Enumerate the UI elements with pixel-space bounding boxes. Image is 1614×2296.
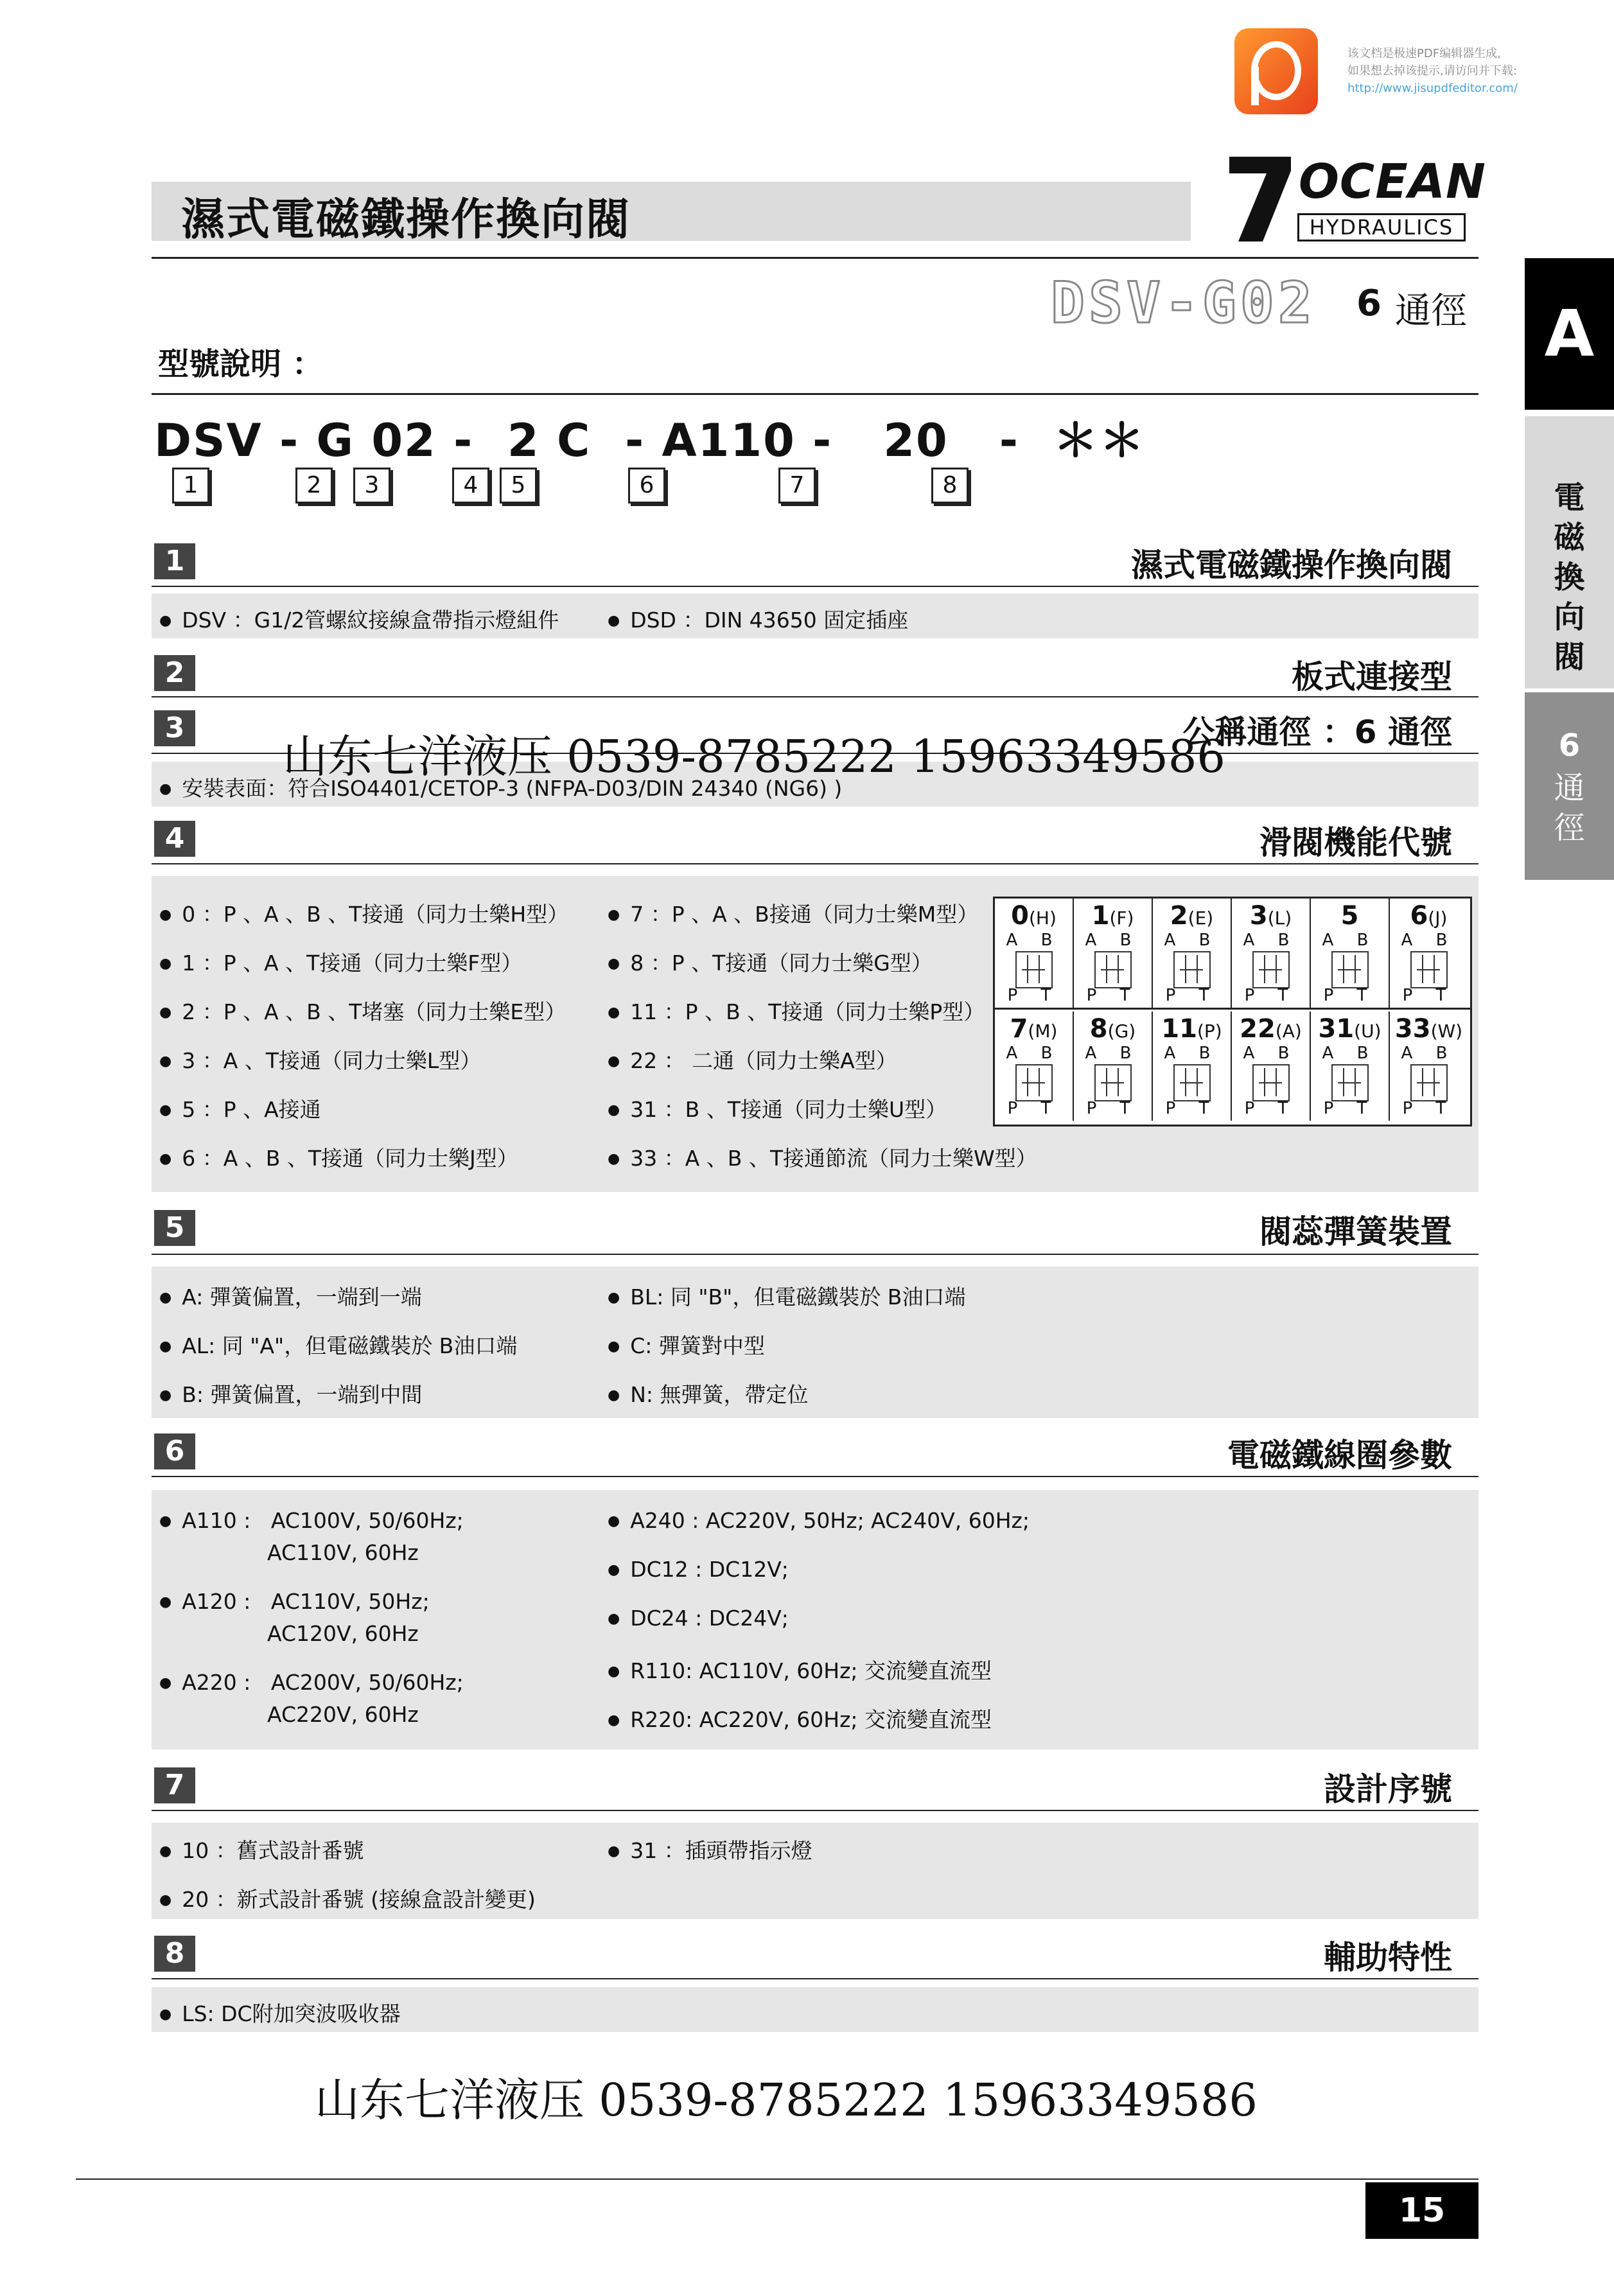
spool-code-letter: (J) [1428,907,1448,929]
list-item: ● 安裝表面：符合ISO4401/CETOP-3 (NFPA-D03/DIN 24340 (NG6) ) [159,772,842,802]
section-8-panel [152,1987,1478,2032]
coil-code: A110 : [182,1508,251,1533]
list-item: ● 31 ：插頭帶指示燈 [608,1834,812,1864]
code-box: 2 [295,468,333,504]
section-7-panel [152,1823,1478,1919]
spool-cell [1311,898,1390,1008]
list-item: ● N: 無彈簧，帶定位 [608,1378,809,1408]
spool-cell [1074,898,1153,1008]
spool-code [1153,901,1231,931]
code-box: 4 [452,468,489,504]
list-item: ● R110: AC110V, 60Hz; 交流變直流型 [608,1654,992,1685]
model-desc-label: 型號說明 ： [158,346,323,382]
list-item: ● 20 ：新式設計番號 (接線盒設計變更) [159,1883,536,1913]
code-box: 8 [931,468,969,504]
list-item: ● DC12 : DC12V; [608,1557,789,1582]
spool-code [995,901,1073,931]
port-pt-label: P T [1323,1099,1376,1118]
footer-divider [76,2178,1478,2180]
side-tab-category [1525,416,1614,688]
list-item: ● A240 : AC220V, 50Hz; AC240V, 60Hz; [608,1508,1030,1533]
model-size: 6 [1356,283,1382,324]
section-5-panel [152,1266,1478,1418]
list-item: ● R220: AC220V, 60Hz; 交流變直流型 [608,1703,992,1733]
spool-symbol-icon [1252,951,1290,988]
list-item: ● 8 ：P 、T接通（同力士樂G型） [608,947,933,977]
port-ab-label: A B [1006,931,1062,950]
spool-code-letter: (H) [1028,907,1057,929]
spool-code-number: 3 [1249,901,1268,931]
spool-symbol-icon [1331,951,1369,988]
size-char: 徑 [1554,810,1585,846]
section-divider [152,1810,1478,1811]
spool-code-letter: (W) [1430,1021,1463,1042]
code-box: 5 [500,468,537,504]
spool-code-number: 0 [1011,901,1029,931]
port-pt-label: P T [1007,1099,1060,1118]
model-divider [152,393,1478,395]
size-char: 通 [1554,770,1585,806]
coil-spec: AC220V, 60Hz [267,1702,419,1727]
coil-spec: AC110V, 60Hz [267,1540,419,1565]
list-item: ● 11 ：P 、B 、T接通（同力士樂P型） [608,995,985,1026]
spool-symbol-icon [1410,951,1448,988]
category-char: 閥 [1554,639,1585,675]
section-title: 滑閥機能代號 [1259,824,1452,861]
list-item: ● B: 彈簧偏置，一端到中間 [159,1378,422,1408]
port-ab-label: A B [1164,931,1220,950]
port-pt-label: P T [1007,986,1060,1005]
spool-cell [1390,1012,1468,1121]
spool-code [1390,1014,1468,1044]
pdf-watermark-text [1347,45,1518,97]
spool-code [1311,1014,1389,1044]
spool-cell [1153,1012,1232,1121]
model-size-unit: 通徑 [1395,290,1467,332]
spool-symbol-icon [1331,1064,1369,1101]
section-divider [152,1254,1478,1255]
port-pt-label: P T [1402,986,1455,1005]
list-item: ● DSV ：G1/2管螺紋接線盒帶指示燈組件 [159,604,559,634]
section-divider [152,1476,1478,1477]
section-divider [152,586,1478,587]
spool-code-letter: (L) [1267,907,1292,929]
section-number: 5 [154,1210,195,1246]
spool-code-number: 1 [1091,901,1110,931]
category-char: 換 [1554,559,1585,595]
spool-cell [995,898,1074,1008]
coil-spec: AC100V, 50/60Hz; [270,1508,464,1533]
spool-cell [1311,1012,1390,1121]
spool-symbol-icon [1173,951,1211,988]
list-item: ● C: 彈簧對中型 [608,1329,765,1360]
spool-symbol-icon [1173,1064,1211,1101]
watermark-line2: 如果想去掉该提示,请访问并下载: [1347,64,1517,78]
list-item: ● 31 ：B 、T接通（同力士樂U型） [608,1093,947,1123]
spool-code-letter: (U) [1354,1021,1382,1042]
coil-item [159,1508,464,1533]
port-ab-label: A B [1401,931,1457,950]
spool-code [1232,1014,1310,1044]
spool-code-letter: (P) [1197,1021,1222,1042]
section-6-panel [152,1490,1478,1749]
coil-spec: AC110V, 50Hz; [270,1589,430,1614]
list-item: ● 7 ：P 、A 、B接通（同力士樂M型） [608,898,978,928]
side-tab-size [1525,692,1614,880]
list-item: ● DSD ：DIN 43650 固定插座 [608,604,908,634]
section-number: 3 [154,710,195,746]
spool-code [1074,901,1152,931]
spool-code-letter: (G) [1107,1021,1136,1042]
section-title: 公稱通徑 ：6 通徑 [1182,714,1452,751]
port-pt-label: P T [1086,986,1139,1005]
spool-cell [1074,1012,1153,1121]
size-char: 6 [1558,728,1581,764]
watermark-line1: 该文档是极速PDF编辑器生成, [1347,47,1501,60]
port-pt-label: P T [1402,1099,1455,1118]
port-ab-label: A B [1085,931,1141,950]
section-divider [152,863,1478,864]
spool-cell [1153,898,1232,1008]
ocean-logo [1227,154,1486,244]
section-divider [152,696,1478,697]
spool-code-letter: (A) [1275,1021,1302,1042]
code-box: 7 [778,468,816,504]
spool-code-number: 11 [1161,1014,1197,1044]
spool-code [1390,901,1468,931]
list-item: ● A: 彈簧偏置，一端到一端 [159,1281,422,1311]
spool-symbol-icon [1252,1064,1290,1101]
model-title: DSV-G02 [1051,270,1316,336]
spool-code-letter: (F) [1109,907,1134,929]
brand-main: OCEAN [1299,154,1486,209]
spool-code-letter: (M) [1028,1021,1058,1042]
section-title: 板式連接型 [1292,658,1452,696]
section-number: 8 [154,1936,195,1972]
list-item: ● 0 ：P 、A 、B 、T接通（同力士樂H型） [159,898,568,928]
section-number: 6 [154,1433,195,1469]
list-item: ● 33 ：A 、B 、T接通節流（同力士樂W型） [608,1142,1037,1172]
code-box: 1 [172,468,209,504]
coil-spec: AC200V, 50/60Hz; [270,1670,464,1695]
coil-item [159,1670,464,1695]
section-title: 設計序號 [1324,1771,1452,1808]
port-ab-label: A B [1322,1044,1378,1063]
pdf-editor-logo [1234,28,1318,114]
port-pt-label: P T [1244,986,1297,1005]
list-item: ● AL: 同 "A"，但電磁鐵裝於 B油口端 [159,1329,517,1360]
port-ab-label: A B [1243,1044,1299,1063]
code-box: 3 [353,468,390,504]
port-ab-label: A B [1401,1044,1457,1063]
list-item: ● 2 ：P 、A 、B 、T堵塞（同力士樂E型） [159,995,566,1026]
port-pt-label: P T [1086,1099,1139,1118]
port-ab-label: A B [1006,1044,1062,1063]
page-number: 15 [1365,2182,1478,2239]
list-item: ● DC24 : DC24V; [608,1606,789,1631]
category-char: 電 [1554,480,1585,516]
list-item: ● 22 ： 二通（同力士樂A型） [608,1044,897,1074]
port-ab-label: A B [1322,931,1378,950]
spool-symbol-icon [1015,1064,1053,1101]
list-item: ● 6 ：A 、B 、T接通（同力士樂J型） [159,1142,518,1172]
section-title: 電磁鐵線圈參數 [1227,1437,1452,1474]
spool-code [1311,901,1389,931]
spool-code-number: 33 [1394,1014,1431,1044]
model-code: DSV - G 02 - 2 C - A110 - 20 - ＊＊ [154,414,1146,467]
section-number: 2 [154,655,195,691]
spool-code [1153,1014,1231,1044]
section-number: 1 [154,543,195,579]
port-pt-label: P T [1165,986,1218,1005]
spool-cell [1232,1012,1311,1121]
section-number: 4 [154,821,195,857]
spool-code-number: 6 [1410,901,1428,931]
header-divider [152,257,1478,259]
list-item: ● 1 ：P 、A 、T接通（同力士樂F型） [159,947,522,977]
spool-code-number: 31 [1318,1014,1355,1044]
spool-code-number: 5 [1340,901,1359,931]
spool-cell [1232,898,1311,1008]
port-ab-label: A B [1164,1044,1220,1063]
list-item: ● BL: 同 "B"，但電磁鐵裝於 B油口端 [608,1281,965,1311]
side-tab-letter: A [1525,258,1614,410]
page-title: 濕式電磁鐵操作換向閥 [181,195,631,245]
section-1-panel [152,593,1478,638]
spool-code [995,1014,1073,1044]
list-item: ● 10 ：舊式設計番號 [159,1834,364,1864]
coil-spec: AC120V, 60Hz [267,1621,419,1646]
port-ab-label: A B [1243,931,1299,950]
spool-code-number: 2 [1170,901,1188,931]
port-ab-label: A B [1085,1044,1141,1063]
list-item: ● 3 ：A 、T接通（同力士樂L型） [159,1044,481,1074]
spool-code [1232,901,1310,931]
spool-symbol-icon [1094,1064,1132,1101]
spool-cell [995,1012,1074,1121]
spool-code-letter: (E) [1188,907,1214,929]
section-number: 7 [154,1767,195,1803]
section-divider [152,1978,1478,1979]
spool-symbol-table [993,897,1472,1126]
contact-watermark: 山东七洋液压 0539-8785222 15963349586 [315,2074,1258,2126]
coil-item [159,1589,430,1614]
coil-code: A120 : [182,1589,251,1614]
spool-cell [1390,898,1468,1008]
coil-code: A220 : [182,1670,251,1695]
list-item: ● LS: DC附加突波吸收器 [159,1997,401,2028]
port-pt-label: P T [1323,986,1376,1005]
contact-watermark: 山东七洋液压 0539-8785222 15963349586 [283,730,1225,783]
list-item: ● 5 ：P 、A接通 [159,1093,321,1123]
port-pt-label: P T [1244,1099,1297,1118]
port-pt-label: P T [1165,1099,1218,1118]
spool-symbol-icon [1094,951,1132,988]
spool-code [1074,1014,1152,1044]
spool-code-number: 22 [1240,1014,1276,1044]
spool-symbol-icon [1410,1064,1448,1101]
brand-sub: HYDRAULICS [1297,213,1466,241]
section-title: 閥蕊彈簧裝置 [1259,1213,1452,1250]
code-box: 6 [628,468,665,504]
section-title: 濕式電磁鐵操作換向閥 [1131,547,1452,584]
section-title: 輔助特性 [1324,1939,1452,1976]
spool-symbol-icon [1015,951,1053,988]
spool-code-number: 8 [1089,1014,1108,1044]
spool-code-number: 7 [1010,1014,1028,1044]
category-char: 向 [1554,599,1585,635]
category-char: 磁 [1554,520,1585,556]
watermark-url[interactable]: http://www.jisupdfeditor.com/ [1347,82,1518,95]
